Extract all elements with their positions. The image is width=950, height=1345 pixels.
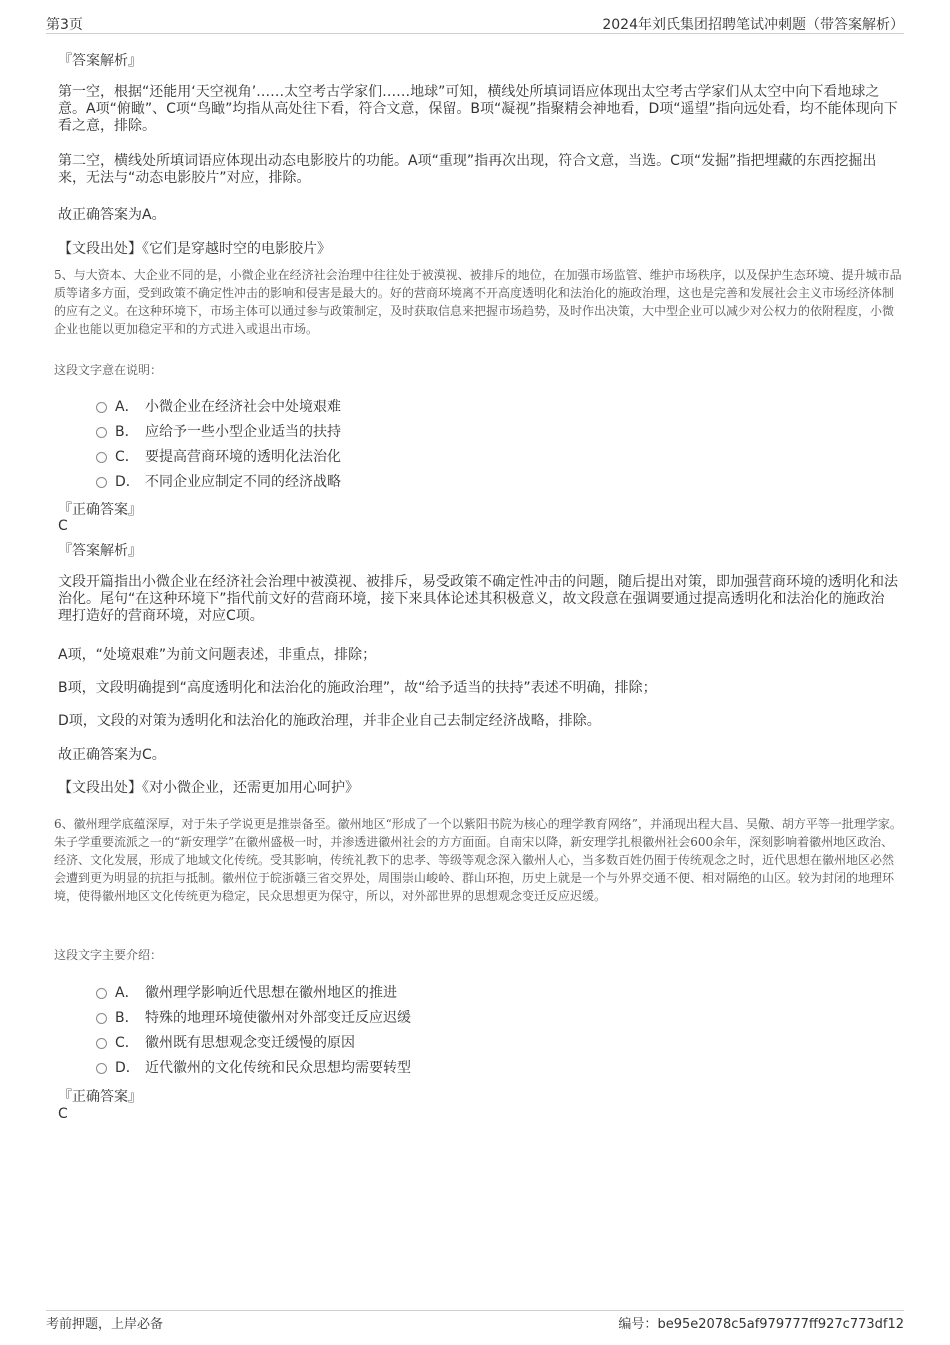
option-letter: B． — [115, 1010, 139, 1026]
option-text: 徽州既有思想观念变迁缓慢的原因 — [145, 1035, 355, 1051]
option-text: 近代徽州的文化传统和民众思想均需要转型 — [145, 1060, 411, 1076]
radio-icon[interactable] — [96, 1038, 107, 1049]
option-text: 应给予一些小型企业适当的扶持 — [145, 424, 341, 440]
question-text: 6、徽州理学底蕴深厚，对于朱子学说更是推崇备至。徽州地区“形成了一个以紫阳书院为核心的理学教育网络”，并涌现出程大昌、吴儆、胡方平等一批理学家。朱子学重要流派之一的“新安理学”在徽州盛极一时，并渗透进徽州社会的方方面面。自南宋以降，新安理学扎根徽州社会600余年，深刻影响着徽州地区政治、经济、文化发展，形成了地域文化传统。受其影响，传统礼教下的忠孝、等级等观念深入徽州人心，当多数百姓仍囿于传统观念之时，近代思想在徽州地区必然会遭到更为明显的抗拒与抵制。徽州位于皖浙赣三省交界处，周围崇山峻岭、群山环抱，历史上就是一个与外界交通不便、相对隔绝的山区。较为封闭的地理环境，使得徽州地区文化传统更为稳定，民众思想更为保守，所以，对外部世界的思想观念变迁反应迟缓。 — [54, 817, 902, 903]
radio-icon[interactable] — [96, 477, 107, 488]
analysis-paragraph: 文段开篇指出小微企业在经济社会治理中被漠视、被排斥，易受政策不确定性冲击的问题，随后提出对策，即加强营商环境的透明化和法治化。尾句“在这种环境下”指代前文好的营商环境，接下来具体论述其积极意义，故文段意在强调要通过提高透明化和法治化的施政治理打造好的营商环境，对应C项。 — [58, 574, 898, 624]
option-c[interactable] — [96, 1032, 355, 1052]
analysis-paragraph: B项，文段明确提到“高度透明化和法治化的施政治理”，故“给予适当的扶持”表述不明确，排除； — [58, 680, 657, 696]
radio-icon[interactable] — [96, 988, 107, 999]
source-citation: 【文段出处】《它们是穿越时空的电影胶片》 — [58, 241, 331, 257]
analysis-paragraph: A项，“处境艰难”为前文问题表述，非重点，排除； — [58, 647, 377, 663]
option-text: 不同企业应制定不同的经济战略 — [145, 474, 341, 490]
option-c[interactable] — [96, 446, 341, 466]
page-number: 第3页 — [46, 17, 83, 33]
analysis-paragraph: 第一空，根据“还能用‘天空视角’……太空考古学家们……地球”可知，横线处所填词语应体现出太空考古学家们从太空中向下看地球之意。A项“俯瞰”、C项“鸟瞰”均指从高处往下看，符合文意，保留。B项“凝视”指聚精会神地看，D项“遥望”指向远处看，均不能体现向下看之意，排除。 — [58, 84, 898, 134]
option-b[interactable] — [96, 421, 341, 441]
question-prompt: 这段文字主要介绍： — [54, 948, 163, 962]
analysis-paragraph: 第二空，横线处所填词语应体现出动态电影胶片的功能。A项“重现”指再次出现，符合文意，当选。C项“发掘”指把埋藏的东西挖掘出来，无法与“动态电影胶片”对应，排除。 — [58, 153, 877, 186]
analysis-paragraph: D项，文段的对策为透明化和法治化的施政治理，并非企业自己去制定经济战略，排除。 — [58, 713, 601, 729]
option-d[interactable] — [96, 471, 341, 491]
document-code — [618, 1313, 904, 1332]
header-divider — [46, 33, 904, 34]
answer-label: 『正确答案』 — [58, 1089, 142, 1105]
option-a[interactable] — [96, 982, 397, 1002]
option-letter: C． — [115, 1035, 139, 1051]
radio-icon[interactable] — [96, 452, 107, 463]
answer-value: C — [58, 518, 68, 534]
question-text: 5、与大资本、大企业不同的是，小微企业在经济社会治理中往往处于被漠视、被排斥的地位，在加强市场监管、维护市场秩序，以及保护生态环境、提升城市品质等诸多方面，受到政策不确定性冲击的影响和侵害是最大的。好的营商环境离不开高度透明化和法治化的施政治理，这也是完善和发展社会主义市场经济体制的应有之义。在这种环境下，市场主体可以通过参与政策制定，及时获取信息来把握市场趋势，及时作出决策，大中型企业可以减少对公权力的依附程度，小微企业也能以更加稳定平和的方式进入或退出市场。 — [54, 268, 902, 336]
answer-value: C — [58, 1106, 68, 1122]
answer-label: 『正确答案』 — [58, 502, 142, 518]
option-text: 小微企业在经济社会中处境艰难 — [145, 399, 341, 415]
option-text: 徽州理学影响近代思想在徽州地区的推进 — [145, 985, 397, 1001]
document-title: 2024年刘氏集团招聘笔试冲刺题（带答案解析） — [602, 17, 904, 33]
analysis-label: 『答案解析』 — [58, 543, 142, 559]
option-text: 特殊的地理环境使徽州对外部变迁反应迟缓 — [145, 1010, 411, 1026]
conclusion-text: 故正确答案为A。 — [58, 207, 166, 223]
option-d[interactable] — [96, 1057, 411, 1077]
footer-divider — [46, 1310, 904, 1311]
radio-icon[interactable] — [96, 1063, 107, 1074]
conclusion-text: 故正确答案为C。 — [58, 747, 166, 763]
option-letter: D． — [115, 1060, 140, 1076]
radio-icon[interactable] — [96, 1013, 107, 1024]
option-letter: A． — [115, 399, 139, 415]
option-b[interactable] — [96, 1007, 411, 1027]
option-letter: C． — [115, 449, 139, 465]
option-a[interactable] — [96, 396, 341, 416]
question-prompt: 这段文字意在说明： — [54, 363, 163, 377]
option-letter: A． — [115, 985, 139, 1001]
code-value: be95e2078c5af979777ff927c773df12 — [657, 1317, 904, 1332]
source-citation: 【文段出处】《对小微企业，还需更加用心呵护》 — [58, 780, 359, 796]
code-label: 编号： — [618, 1317, 658, 1332]
radio-icon[interactable] — [96, 427, 107, 438]
radio-icon[interactable] — [96, 402, 107, 413]
analysis-label: 『答案解析』 — [58, 53, 142, 69]
option-text: 要提高营商环境的透明化法治化 — [145, 449, 341, 465]
option-letter: B． — [115, 424, 139, 440]
option-letter: D． — [115, 474, 140, 490]
footer-slogan: 考前押题，上岸必备 — [46, 1317, 164, 1332]
